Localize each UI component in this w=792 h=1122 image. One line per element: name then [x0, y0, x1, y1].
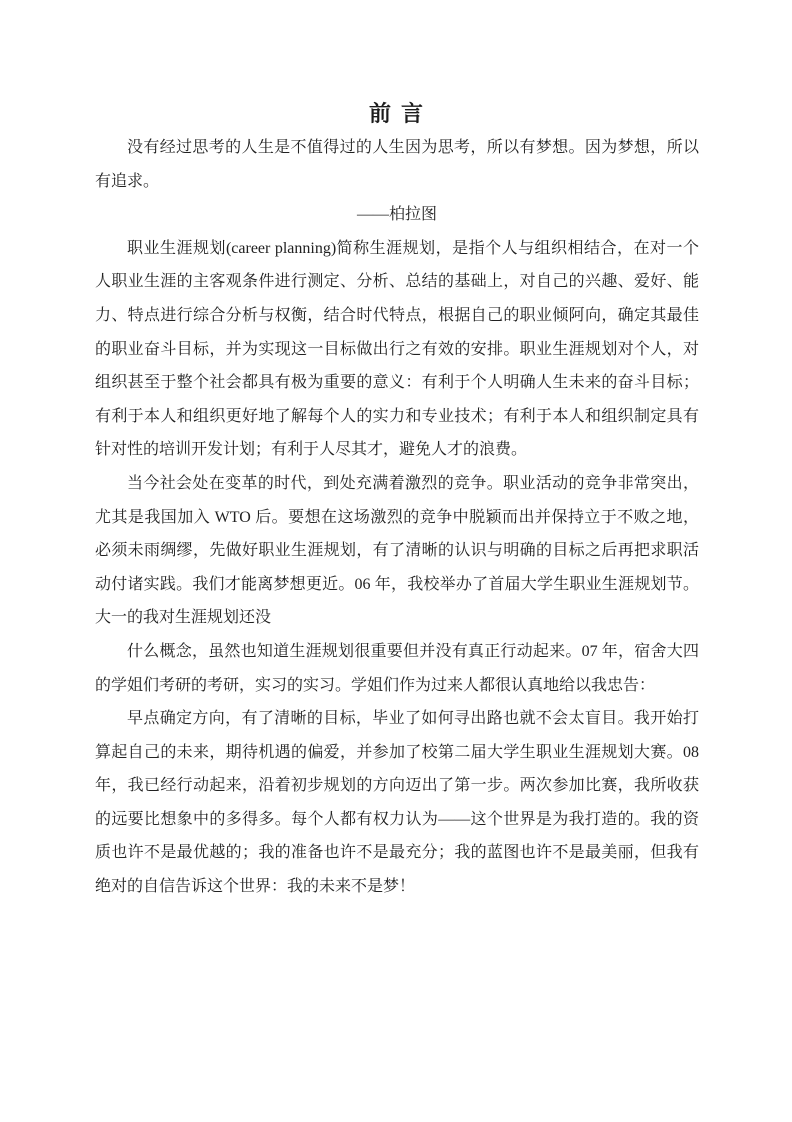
paragraph-my-action: 早点确定方向，有了清晰的目标，毕业了如何寻出路也就不会太盲目。我开始打算起自己的未来，期待机遇的偏爱，并参加了校第二届大学生职业生涯规划大赛。08 年，我已经行动起来，沿着初步规划的方向迈出了第一步。两次参加比赛，我所收获的远要比想象中的多得多。每个人都有权力认为——这个世界是为我打造的。我的资质也许不是最优越的；我的准备也许不是最充分；我的蓝图也许不是最美丽，但我有绝对的自信告诉这个世界：我的未来不是梦！ — [95, 710, 699, 896]
paragraph-career-planning-definition: 职业生涯规划(career planning)简称生涯规划，是指个人与组织相结合，在对一个人职业生涯的主客观条件进行测定、分析、总结的基础上，对自己的兴趣、爱好、能力、特点进行综合分析与权衡，结合时代特点，根据自己的职业倾阿向，确定其最佳的职业奋斗目标，并为实现这一目标做出行之有效的安排。职业生涯规划对个人，对组织甚至于整个社会都具有极为重要的意义：有利于个人明确人生未来的奋斗目标；有利于本人和组织更好地了解每个人的实力和专业技术；有利于本人和组织制定具有针对性的培训开发计划；有利于人尽其才，避免人才的浪费。 — [95, 239, 699, 459]
paragraph-competition-era: 当今社会处在变革的时代，到处充满着激烈的竞争。职业活动的竞争非常突出，尤其是我国加入 WTO 后。要想在这场激烈的竞争中脱颖而出并保持立于不败之地，必须未雨绸缪，先做好职业生涯规划，有了清晰的认识与明确的目标之后再把求职活动付诸实践。我们才能离梦想更近。06 年，我校举办了首届大学生职业生涯规划节。大一的我对生涯规划还没 — [95, 474, 699, 627]
page-content — [95, 97, 699, 904]
quote-paragraph: 没有经过思考的人生是不值得过的人生因为思考，所以有梦想。因为梦想，所以有追求。 — [95, 139, 699, 190]
page-title: 前 言 — [368, 101, 426, 126]
paragraph-senior-advice: 什么概念，虽然也知道生涯规划很重要但并没有真正行动起来。07 年，宿舍大四的学姐们考研的考研，实习的实习。学姐们作为过来人都很认真地给以我忠告： — [95, 642, 699, 694]
quote-attribution: ——柏拉图 — [356, 206, 437, 224]
